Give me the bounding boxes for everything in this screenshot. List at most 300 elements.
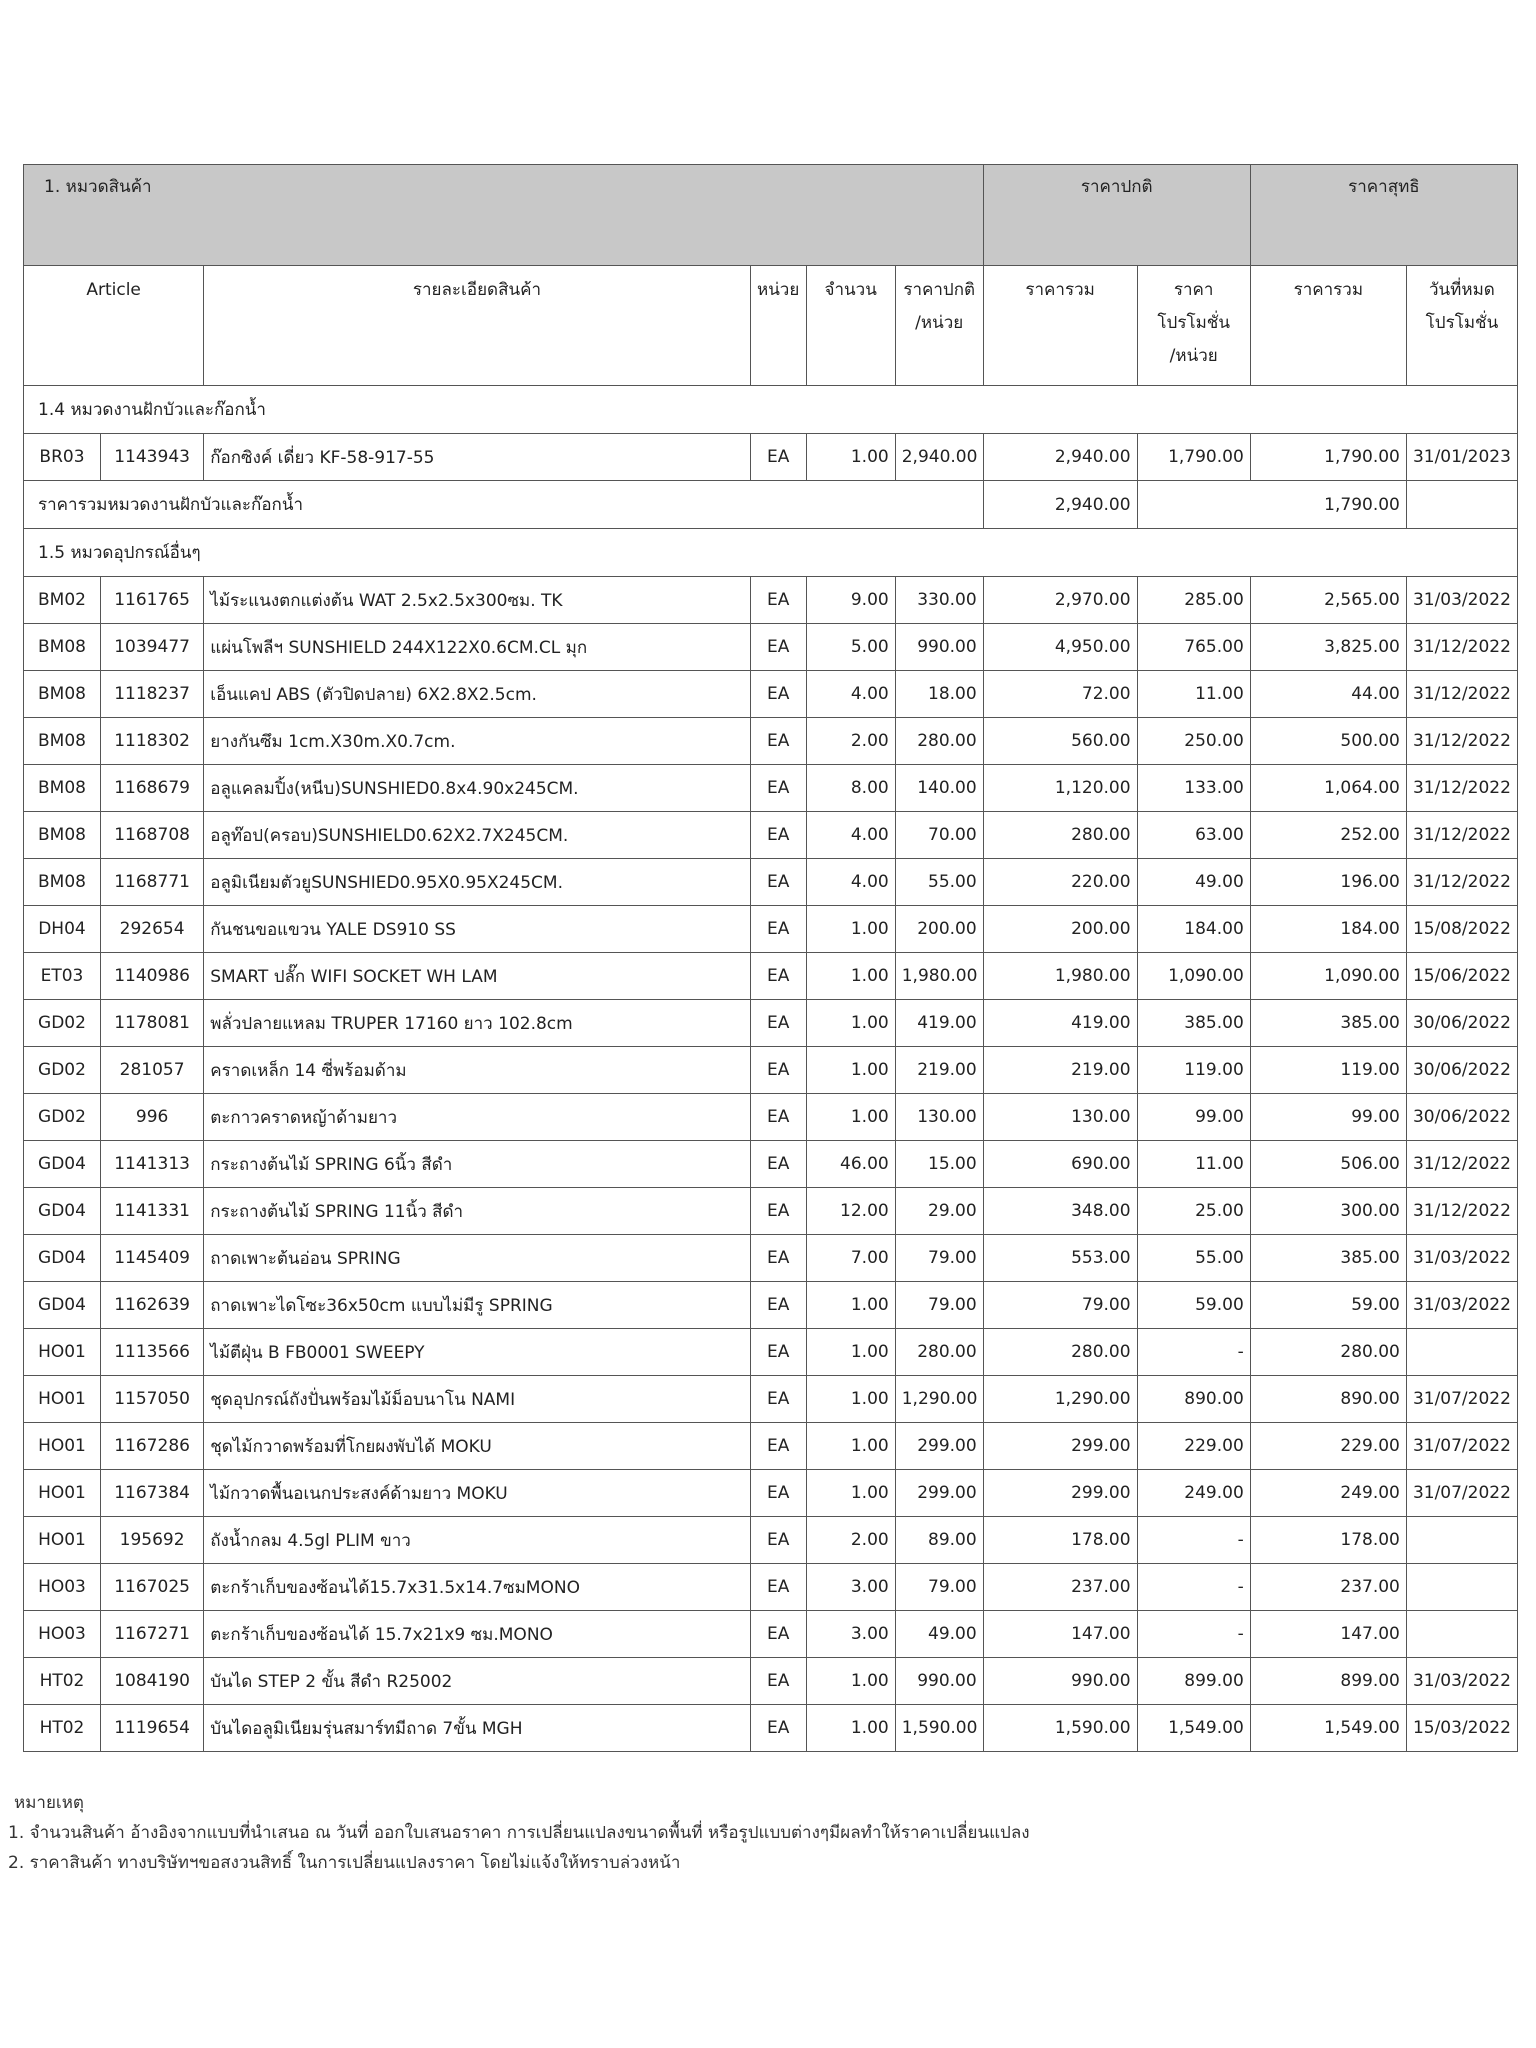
- cell-expiry: [1406, 1564, 1517, 1611]
- table-row: [24, 1705, 1518, 1752]
- cell-unit: EA: [750, 1188, 806, 1235]
- cell-unit-price: 18.00: [895, 671, 983, 718]
- cell-unit-price: 89.00: [895, 1517, 983, 1564]
- cell-group: HO01: [24, 1376, 101, 1423]
- cell-unit-price: 79.00: [895, 1282, 983, 1329]
- subtotal-net: 1,790.00: [1137, 481, 1406, 529]
- cell-total: 1,120.00: [983, 765, 1137, 812]
- cell-promo-price: 890.00: [1137, 1376, 1250, 1423]
- cell-unit: EA: [750, 1376, 806, 1423]
- cell-promo-price: 899.00: [1137, 1658, 1250, 1705]
- col-promo-price: [1137, 266, 1250, 386]
- cell-group: HO01: [24, 1470, 101, 1517]
- cell-unit-price: 219.00: [895, 1047, 983, 1094]
- cell-unit-price: 130.00: [895, 1094, 983, 1141]
- cell-group: BM02: [24, 577, 101, 624]
- cell-total: 2,940.00: [983, 434, 1137, 481]
- cell-description: ชุดไม้กวาดพร้อมที่โกยผงพับได้ MOKU: [204, 1423, 750, 1470]
- cell-qty: 5.00: [806, 624, 895, 671]
- cell-net-total: 249.00: [1250, 1470, 1406, 1517]
- col-net-total: ราคารวม: [1250, 266, 1406, 386]
- table-row: [24, 1611, 1518, 1658]
- cell-unit: EA: [750, 1141, 806, 1188]
- cell-promo-price: 285.00: [1137, 577, 1250, 624]
- cell-promo-price: 55.00: [1137, 1235, 1250, 1282]
- cell-net-total: 385.00: [1250, 1235, 1406, 1282]
- cell-qty: 1.00: [806, 434, 895, 481]
- cell-article: 1157050: [100, 1376, 203, 1423]
- cell-promo-price: 250.00: [1137, 718, 1250, 765]
- cell-unit-price: 330.00: [895, 577, 983, 624]
- cell-expiry: 31/07/2022: [1406, 1470, 1517, 1517]
- quotation-table-container: [23, 164, 1518, 1752]
- cell-group: BM08: [24, 859, 101, 906]
- cell-description: บันไดอลูมิเนียมรุ่นสมาร์ทมีถาด 7ขั้น MGH: [204, 1705, 750, 1752]
- cell-group: ET03: [24, 953, 101, 1000]
- section-title: 1.5 หมวดอุปกรณ์อื่นๆ: [24, 529, 1518, 577]
- cell-net-total: 184.00: [1250, 906, 1406, 953]
- cell-article: 281057: [100, 1047, 203, 1094]
- table-row: [24, 1423, 1518, 1470]
- cell-description: กระถางต้นไม้ SPRING 11นิ้ว สีดำ: [204, 1188, 750, 1235]
- cell-expiry: 15/06/2022: [1406, 953, 1517, 1000]
- cell-net-total: 385.00: [1250, 1000, 1406, 1047]
- cell-promo-price: -: [1137, 1611, 1250, 1658]
- cell-description: SMART ปลั๊ก WIFI SOCKET WH LAM: [204, 953, 750, 1000]
- cell-expiry: 31/12/2022: [1406, 671, 1517, 718]
- cell-qty: 2.00: [806, 1517, 895, 1564]
- cell-promo-price: 133.00: [1137, 765, 1250, 812]
- cell-article: 1039477: [100, 624, 203, 671]
- cell-description: เอ็นแคป ABS (ตัวปิดปลาย) 6X2.8X2.5cm.: [204, 671, 750, 718]
- cell-article: 1167384: [100, 1470, 203, 1517]
- cell-unit: EA: [750, 1094, 806, 1141]
- cell-expiry: 31/12/2022: [1406, 1141, 1517, 1188]
- table-row: [24, 1376, 1518, 1423]
- cell-group: GD04: [24, 1282, 101, 1329]
- cell-article: 1119654: [100, 1705, 203, 1752]
- table-row: [24, 1188, 1518, 1235]
- cell-article: 1084190: [100, 1658, 203, 1705]
- table-row: [24, 812, 1518, 859]
- cell-unit-price: 140.00: [895, 765, 983, 812]
- cell-net-total: 1,549.00: [1250, 1705, 1406, 1752]
- cell-promo-price: 385.00: [1137, 1000, 1250, 1047]
- cell-promo-price: 59.00: [1137, 1282, 1250, 1329]
- cell-article: 1168771: [100, 859, 203, 906]
- cell-expiry: 31/07/2022: [1406, 1423, 1517, 1470]
- cell-unit: EA: [750, 1047, 806, 1094]
- cell-group: GD02: [24, 1047, 101, 1094]
- cell-description: ถาดเพาะต้นอ่อน SPRING: [204, 1235, 750, 1282]
- col-expiry-line2: โปรโมชั่น: [1425, 313, 1499, 333]
- table-row: [24, 1282, 1518, 1329]
- note-line-2: 2. ราคาสินค้า ทางบริษัทฯขอสงวนสิทธิ์ ในการเปลี่ยนแปลงราคา โดยไม่แจ้งให้ทราบล่วงหน้า: [8, 1853, 681, 1873]
- cell-article: 1167271: [100, 1611, 203, 1658]
- cell-unit: EA: [750, 953, 806, 1000]
- cell-article: 1167025: [100, 1564, 203, 1611]
- col-total: ราคารวม: [983, 266, 1137, 386]
- cell-expiry: 30/06/2022: [1406, 1094, 1517, 1141]
- cell-total: 280.00: [983, 1329, 1137, 1376]
- cell-expiry: 31/12/2022: [1406, 624, 1517, 671]
- cell-total: 419.00: [983, 1000, 1137, 1047]
- cell-promo-price: -: [1137, 1564, 1250, 1611]
- cell-net-total: 196.00: [1250, 859, 1406, 906]
- subtotal-label: ราคารวมหมวดงานฝักบัวและก๊อกน้ำ: [24, 481, 984, 529]
- header-row-groups: [24, 165, 1518, 266]
- cell-promo-price: 184.00: [1137, 906, 1250, 953]
- table-row: [24, 1047, 1518, 1094]
- col-unit: หน่วย: [750, 266, 806, 386]
- cell-unit-price: 990.00: [895, 624, 983, 671]
- notes: [8, 1788, 1030, 1878]
- cell-qty: 8.00: [806, 765, 895, 812]
- cell-total: 348.00: [983, 1188, 1137, 1235]
- cell-article: 1168708: [100, 812, 203, 859]
- cell-article: 1162639: [100, 1282, 203, 1329]
- cell-promo-price: 25.00: [1137, 1188, 1250, 1235]
- cell-total: 990.00: [983, 1658, 1137, 1705]
- cell-promo-price: 99.00: [1137, 1094, 1250, 1141]
- cell-promo-price: 119.00: [1137, 1047, 1250, 1094]
- cell-article: 1118237: [100, 671, 203, 718]
- table-row: [24, 859, 1518, 906]
- cell-unit-price: 299.00: [895, 1470, 983, 1517]
- cell-net-total: 229.00: [1250, 1423, 1406, 1470]
- cell-qty: 9.00: [806, 577, 895, 624]
- category-header: 1. หมวดสินค้า: [24, 165, 984, 266]
- cell-unit: EA: [750, 577, 806, 624]
- cell-qty: 1.00: [806, 953, 895, 1000]
- cell-description: ตะกร้าเก็บของซ้อนได้ 15.7x21x9 ซม.MONO: [204, 1611, 750, 1658]
- cell-promo-price: -: [1137, 1517, 1250, 1564]
- cell-group: HO03: [24, 1564, 101, 1611]
- cell-qty: 1.00: [806, 1705, 895, 1752]
- cell-promo-price: 49.00: [1137, 859, 1250, 906]
- cell-description: กันชนขอแขวน YALE DS910 SS: [204, 906, 750, 953]
- cell-net-total: 99.00: [1250, 1094, 1406, 1141]
- cell-qty: 4.00: [806, 859, 895, 906]
- table-row: [24, 1235, 1518, 1282]
- cell-qty: 1.00: [806, 1329, 895, 1376]
- section-title: 1.4 หมวดงานฝักบัวและก๊อกน้ำ: [24, 386, 1518, 434]
- col-description: รายละเอียดสินค้า: [204, 266, 750, 386]
- cell-total: 1,590.00: [983, 1705, 1137, 1752]
- cell-article: 1145409: [100, 1235, 203, 1282]
- cell-expiry: 31/12/2022: [1406, 812, 1517, 859]
- cell-net-total: 59.00: [1250, 1282, 1406, 1329]
- cell-group: GD04: [24, 1141, 101, 1188]
- cell-net-total: 3,825.00: [1250, 624, 1406, 671]
- col-unit-price-line2: /หน่วย: [915, 313, 964, 333]
- col-unit-price-line1: ราคาปกติ: [903, 280, 976, 300]
- cell-description: อลูมิเนียมตัวยูSUNSHIED0.95X0.95X245CM.: [204, 859, 750, 906]
- cell-net-total: 2,565.00: [1250, 577, 1406, 624]
- cell-article: 1141331: [100, 1188, 203, 1235]
- cell-group: GD04: [24, 1235, 101, 1282]
- cell-promo-price: 1,090.00: [1137, 953, 1250, 1000]
- cell-total: 4,950.00: [983, 624, 1137, 671]
- cell-total: 2,970.00: [983, 577, 1137, 624]
- cell-article: 1167286: [100, 1423, 203, 1470]
- cell-unit: EA: [750, 1611, 806, 1658]
- cell-net-total: 899.00: [1250, 1658, 1406, 1705]
- subtotal-row: [24, 481, 1518, 529]
- cell-description: ถังน้ำกลม 4.5gl PLIM ขาว: [204, 1517, 750, 1564]
- table-row: [24, 624, 1518, 671]
- col-article: Article: [24, 266, 204, 386]
- table-row: [24, 1329, 1518, 1376]
- cell-qty: 1.00: [806, 1470, 895, 1517]
- cell-total: 1,980.00: [983, 953, 1137, 1000]
- section-title-row: [24, 386, 1518, 434]
- cell-promo-price: 249.00: [1137, 1470, 1250, 1517]
- cell-total: 299.00: [983, 1423, 1137, 1470]
- cell-total: 280.00: [983, 812, 1137, 859]
- cell-article: 1143943: [100, 434, 203, 481]
- cell-description: คราดเหล็ก 14 ซี่พร้อมด้าม: [204, 1047, 750, 1094]
- cell-total: 219.00: [983, 1047, 1137, 1094]
- cell-group: BM08: [24, 812, 101, 859]
- cell-promo-price: 1,549.00: [1137, 1705, 1250, 1752]
- cell-expiry: 31/01/2023: [1406, 434, 1517, 481]
- cell-article: 292654: [100, 906, 203, 953]
- cell-total: 200.00: [983, 906, 1137, 953]
- cell-expiry: 31/12/2022: [1406, 859, 1517, 906]
- col-promo-line2: โปรโมชั่น: [1157, 313, 1230, 333]
- cell-group: HO01: [24, 1517, 101, 1564]
- cell-qty: 1.00: [806, 1094, 895, 1141]
- cell-unit: EA: [750, 1658, 806, 1705]
- col-expiry-line1: วันที่หมด: [1429, 280, 1495, 300]
- cell-qty: 4.00: [806, 812, 895, 859]
- table-row: [24, 434, 1518, 481]
- cell-expiry: 31/03/2022: [1406, 1235, 1517, 1282]
- cell-expiry: [1406, 1517, 1517, 1564]
- cell-group: HO01: [24, 1423, 101, 1470]
- cell-description: ตะกร้าเก็บของซ้อนได้15.7x31.5x14.7ซมMONO: [204, 1564, 750, 1611]
- cell-unit: EA: [750, 765, 806, 812]
- cell-description: บันได STEP 2 ขั้น สีดำ R25002: [204, 1658, 750, 1705]
- table-row: [24, 577, 1518, 624]
- net-price-header: ราคาสุทธิ: [1250, 165, 1517, 266]
- section-title-row: [24, 529, 1518, 577]
- cell-expiry: 31/03/2022: [1406, 577, 1517, 624]
- col-expiry: [1406, 266, 1517, 386]
- cell-expiry: [1406, 1329, 1517, 1376]
- cell-total: 220.00: [983, 859, 1137, 906]
- cell-group: HT02: [24, 1658, 101, 1705]
- cell-article: 1140986: [100, 953, 203, 1000]
- cell-unit: EA: [750, 1423, 806, 1470]
- cell-group: BR03: [24, 434, 101, 481]
- cell-total: 299.00: [983, 1470, 1137, 1517]
- cell-unit: EA: [750, 1282, 806, 1329]
- cell-group: HO03: [24, 1611, 101, 1658]
- cell-net-total: 890.00: [1250, 1376, 1406, 1423]
- cell-unit-price: 419.00: [895, 1000, 983, 1047]
- cell-unit-price: 2,940.00: [895, 434, 983, 481]
- cell-qty: 1.00: [806, 1423, 895, 1470]
- header-row-columns: [24, 266, 1518, 386]
- cell-unit-price: 49.00: [895, 1611, 983, 1658]
- cell-unit: EA: [750, 1564, 806, 1611]
- cell-total: 130.00: [983, 1094, 1137, 1141]
- table-row: [24, 1517, 1518, 1564]
- cell-unit: EA: [750, 812, 806, 859]
- cell-expiry: 31/12/2022: [1406, 765, 1517, 812]
- cell-qty: 1.00: [806, 1658, 895, 1705]
- cell-expiry: 15/03/2022: [1406, 1705, 1517, 1752]
- cell-unit: EA: [750, 671, 806, 718]
- cell-article: 1118302: [100, 718, 203, 765]
- cell-description: ก๊อกซิงค์ เดี่ยว KF-58-917-55: [204, 434, 750, 481]
- cell-promo-price: 11.00: [1137, 671, 1250, 718]
- table-row: [24, 906, 1518, 953]
- cell-unit-price: 1,980.00: [895, 953, 983, 1000]
- cell-net-total: 500.00: [1250, 718, 1406, 765]
- cell-unit: EA: [750, 1000, 806, 1047]
- cell-expiry: [1406, 1611, 1517, 1658]
- cell-unit-price: 1,290.00: [895, 1376, 983, 1423]
- table-row: [24, 671, 1518, 718]
- table-row: [24, 953, 1518, 1000]
- cell-promo-price: 765.00: [1137, 624, 1250, 671]
- cell-total: 147.00: [983, 1611, 1137, 1658]
- cell-expiry: 30/06/2022: [1406, 1047, 1517, 1094]
- cell-qty: 46.00: [806, 1141, 895, 1188]
- table-row: [24, 1470, 1518, 1517]
- cell-net-total: 44.00: [1250, 671, 1406, 718]
- cell-qty: 3.00: [806, 1564, 895, 1611]
- cell-description: ไม้ตีฝุ่น B FB0001 SWEEPY: [204, 1329, 750, 1376]
- cell-group: BM08: [24, 624, 101, 671]
- cell-unit-price: 79.00: [895, 1235, 983, 1282]
- cell-expiry: 31/12/2022: [1406, 718, 1517, 765]
- cell-net-total: 1,790.00: [1250, 434, 1406, 481]
- table-row: [24, 1564, 1518, 1611]
- cell-net-total: 1,090.00: [1250, 953, 1406, 1000]
- cell-qty: 12.00: [806, 1188, 895, 1235]
- table-row: [24, 1658, 1518, 1705]
- cell-unit: EA: [750, 1705, 806, 1752]
- cell-article: 1141313: [100, 1141, 203, 1188]
- cell-article: 1113566: [100, 1329, 203, 1376]
- cell-unit-price: 79.00: [895, 1564, 983, 1611]
- cell-total: 1,290.00: [983, 1376, 1137, 1423]
- cell-group: BM08: [24, 671, 101, 718]
- cell-unit-price: 990.00: [895, 1658, 983, 1705]
- cell-total: 690.00: [983, 1141, 1137, 1188]
- cell-article: 1168679: [100, 765, 203, 812]
- table-row: [24, 1000, 1518, 1047]
- cell-total: 178.00: [983, 1517, 1137, 1564]
- cell-total: 72.00: [983, 671, 1137, 718]
- col-qty: จำนวน: [806, 266, 895, 386]
- cell-article: 1161765: [100, 577, 203, 624]
- cell-group: GD02: [24, 1000, 101, 1047]
- cell-unit: EA: [750, 434, 806, 481]
- cell-group: HT02: [24, 1705, 101, 1752]
- cell-description: ถาดเพาะไดโซะ36x50cm แบบไม่มีรู SPRING: [204, 1282, 750, 1329]
- cell-unit: EA: [750, 1470, 806, 1517]
- cell-net-total: 506.00: [1250, 1141, 1406, 1188]
- quotation-table: [23, 164, 1518, 1752]
- note-line-1: 1. จำนวนสินค้า อ้างอิงจากแบบที่นำเสนอ ณ วันที่ ออกใบเสนอราคา การเปลี่ยนแปลงขนาดพื้นที่ หรือรูปแบบต่างๆมีผลทำให้ราคาเปลี่ยนแปลง: [8, 1823, 1030, 1843]
- subtotal-normal: 2,940.00: [983, 481, 1137, 529]
- cell-net-total: 1,064.00: [1250, 765, 1406, 812]
- cell-total: 237.00: [983, 1564, 1137, 1611]
- cell-article: 195692: [100, 1517, 203, 1564]
- cell-description: ชุดอุปกรณ์ถังปั่นพร้อมไม้ม็อบนาโน NAMI: [204, 1376, 750, 1423]
- cell-group: GD04: [24, 1188, 101, 1235]
- cell-promo-price: -: [1137, 1329, 1250, 1376]
- cell-unit: EA: [750, 1329, 806, 1376]
- cell-total: 79.00: [983, 1282, 1137, 1329]
- cell-description: พลั่วปลายแหลม TRUPER 17160 ยาว 102.8cm: [204, 1000, 750, 1047]
- cell-expiry: 30/06/2022: [1406, 1000, 1517, 1047]
- cell-article: 1178081: [100, 1000, 203, 1047]
- cell-qty: 1.00: [806, 1282, 895, 1329]
- cell-description: ตะกาวคราดหญ้าด้ามยาว: [204, 1094, 750, 1141]
- cell-qty: 4.00: [806, 671, 895, 718]
- cell-qty: 1.00: [806, 906, 895, 953]
- cell-net-total: 280.00: [1250, 1329, 1406, 1376]
- cell-qty: 3.00: [806, 1611, 895, 1658]
- col-unit-price: [895, 266, 983, 386]
- cell-net-total: 300.00: [1250, 1188, 1406, 1235]
- cell-qty: 2.00: [806, 718, 895, 765]
- cell-qty: 1.00: [806, 1376, 895, 1423]
- cell-description: อลูท๊อป(ครอบ)SUNSHIELD0.62X2.7X245CM.: [204, 812, 750, 859]
- cell-unit-price: 55.00: [895, 859, 983, 906]
- cell-unit: EA: [750, 906, 806, 953]
- table-row: [24, 765, 1518, 812]
- cell-description: แผ่นโพลีฯ SUNSHIELD 244X122X0.6CM.CL มุก: [204, 624, 750, 671]
- cell-unit: EA: [750, 1235, 806, 1282]
- cell-unit-price: 15.00: [895, 1141, 983, 1188]
- cell-expiry: 15/08/2022: [1406, 906, 1517, 953]
- cell-group: BM08: [24, 765, 101, 812]
- cell-group: GD02: [24, 1094, 101, 1141]
- subtotal-empty: [1406, 481, 1517, 529]
- cell-qty: 1.00: [806, 1000, 895, 1047]
- cell-unit: EA: [750, 718, 806, 765]
- cell-description: ไม้ระแนงตกแต่งต้น WAT 2.5x2.5x300ซม. TK: [204, 577, 750, 624]
- cell-unit-price: 299.00: [895, 1423, 983, 1470]
- cell-description: กระถางต้นไม้ SPRING 6นิ้ว สีดำ: [204, 1141, 750, 1188]
- cell-net-total: 178.00: [1250, 1517, 1406, 1564]
- cell-group: BM08: [24, 718, 101, 765]
- cell-unit-price: 280.00: [895, 718, 983, 765]
- table-row: [24, 1094, 1518, 1141]
- cell-unit-price: 1,590.00: [895, 1705, 983, 1752]
- cell-qty: 1.00: [806, 1047, 895, 1094]
- cell-description: ยางกันซึม 1cm.X30m.X0.7cm.: [204, 718, 750, 765]
- table-row: [24, 718, 1518, 765]
- cell-net-total: 119.00: [1250, 1047, 1406, 1094]
- table-row: [24, 1141, 1518, 1188]
- cell-unit-price: 200.00: [895, 906, 983, 953]
- cell-promo-price: 1,790.00: [1137, 434, 1250, 481]
- cell-unit-price: 280.00: [895, 1329, 983, 1376]
- cell-qty: 7.00: [806, 1235, 895, 1282]
- cell-unit: EA: [750, 1517, 806, 1564]
- cell-article: 996: [100, 1094, 203, 1141]
- cell-total: 553.00: [983, 1235, 1137, 1282]
- cell-net-total: 252.00: [1250, 812, 1406, 859]
